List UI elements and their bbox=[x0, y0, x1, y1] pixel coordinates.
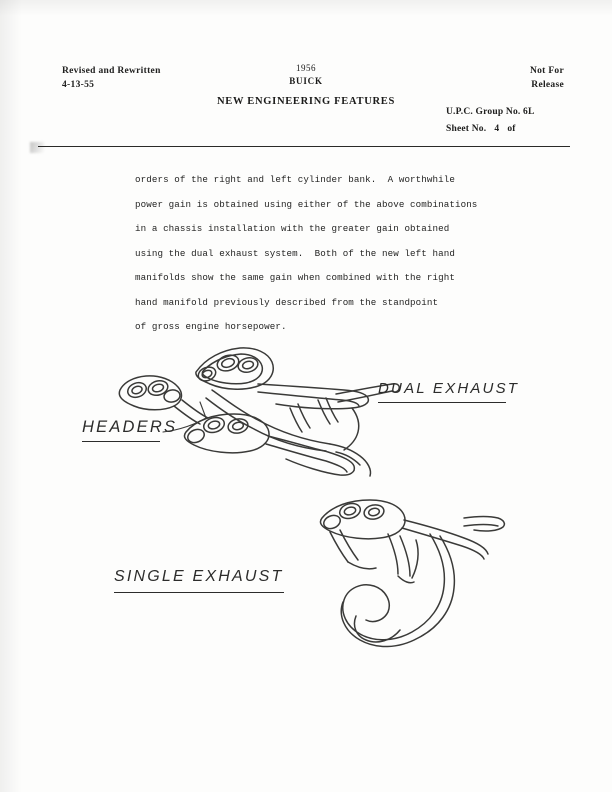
release-line-1: Not For bbox=[529, 66, 564, 76]
page-header bbox=[0, 0, 612, 150]
label-single-exhaust-underline bbox=[114, 592, 284, 593]
brand-name: BUICK bbox=[289, 76, 323, 86]
upc-block bbox=[446, 104, 535, 138]
label-headers-underline bbox=[82, 441, 160, 442]
dual-upper-runner-group bbox=[196, 348, 273, 389]
label-dual-exhaust: DUAL EXHAUST bbox=[378, 380, 520, 397]
label-single-exhaust: SINGLE EXHAUST bbox=[114, 568, 284, 585]
body-line: hand manifold previously described from the standpoint bbox=[135, 296, 439, 308]
body-line: manifolds show the same gain when combined with the right bbox=[135, 272, 455, 283]
single-exhaust-assembly bbox=[320, 500, 504, 647]
revision-date: 4-13-55 bbox=[62, 80, 95, 90]
sheet-label: Sheet No. bbox=[446, 124, 487, 134]
body-paragraph bbox=[135, 168, 495, 340]
release-line-2: Release bbox=[531, 80, 564, 90]
title-block bbox=[0, 62, 612, 107]
page-fold-shadow bbox=[30, 142, 44, 153]
body-line: using the dual exhaust system. Both of the new left hand bbox=[135, 247, 455, 259]
figure-exhaust-manifolds bbox=[0, 320, 612, 720]
exhaust-manifold-illustration bbox=[0, 320, 612, 720]
document-subtitle: NEW ENGINEERING FEATURES bbox=[216, 96, 396, 107]
body-line: of gross engine horsepower. bbox=[135, 321, 287, 332]
label-dual-exhaust-underline bbox=[378, 402, 506, 403]
revision-label: Revised and Rewritten bbox=[62, 66, 161, 76]
sheet-number: 4 bbox=[494, 124, 500, 134]
upc-group: U.P.C. Group No. 6L bbox=[446, 107, 535, 117]
label-headers: HEADERS bbox=[82, 418, 178, 436]
sheet-of-label: of bbox=[507, 124, 516, 134]
body-line: orders of the right and left cylinder bank. A worthwhile bbox=[135, 174, 455, 185]
body-line: power gain is obtained using either of the above combinations bbox=[135, 198, 478, 210]
release-stamp bbox=[530, 64, 564, 92]
dual-left-manifold bbox=[119, 376, 208, 424]
header-divider-rule bbox=[38, 146, 570, 147]
body-line: in a chassis installation with the greater gain obtained bbox=[135, 223, 450, 234]
sheet-row bbox=[446, 121, 535, 138]
model-year: 1956 bbox=[296, 63, 316, 73]
